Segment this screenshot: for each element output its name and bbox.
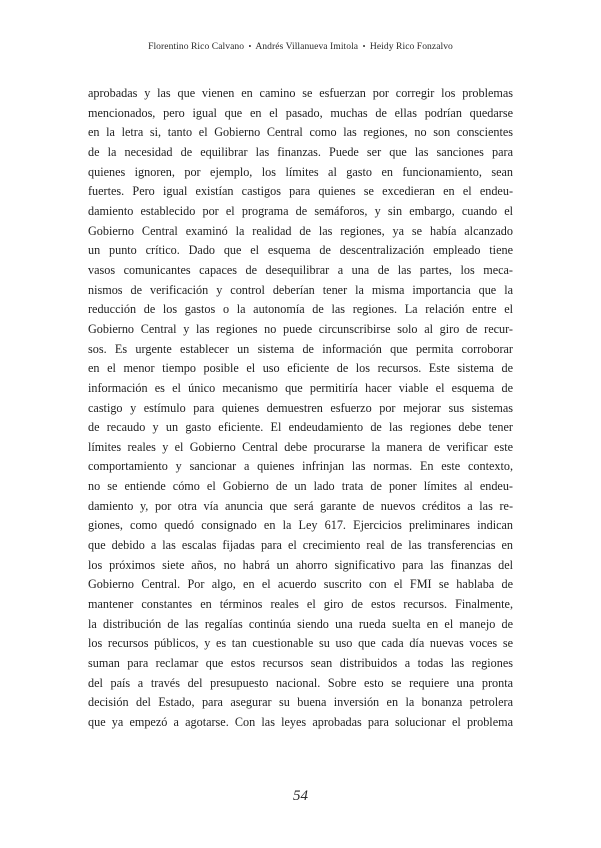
body-line: del país a través del presupuesto nacional. Sobre esto se requiere una pronta <box>88 675 513 690</box>
page-number: 54 <box>293 788 308 804</box>
body-line: quienes ignoren, por ejemplo, los límites al gasto en funcionamiento, sean <box>88 164 513 179</box>
body-line: de recaudo y un gasto eficiente. El endeudamiento de las regiones debe tener <box>88 420 513 435</box>
header-separator-2: • <box>362 42 366 51</box>
body-line: que ya empezó a agotarse. Con las leyes aprobadas para solucionar el problema <box>88 715 513 729</box>
header-author-3: Heidy Rico Fonzalvo <box>369 41 453 52</box>
body-line: damiento y, por otra vía anuncia que será garante de nuevos créditos a las re- <box>88 498 513 513</box>
body-line: los recursos públicos, y es tan cuestionable su uso que cada día nuevas voces se <box>88 636 513 651</box>
body-line: sos. Es urgente establecer un sistema de información que permita corroborar <box>88 341 513 356</box>
body-line: Gobierno Central. Por algo, en el acuerdo suscrito con el FMI se hablaba de <box>88 577 513 592</box>
body-line: Gobierno Central examinó la realidad de las regiones, ya se había alcanzado <box>88 223 513 238</box>
body-line: mantener constantes en términos reales el giro de estos recursos. Finalmente, <box>88 597 513 612</box>
body-line: en el menor tiempo posible el uso eficiente de los recursos. Este sistema de <box>88 361 513 376</box>
body-line: en la letra si, tanto el Gobierno Central como las regiones, no son conscientes <box>88 125 513 140</box>
body-line: no se entiende cómo el Gobierno de un lado trata de poner límites al endeu- <box>88 479 513 494</box>
body-line: damiento establecido por el programa de semáforos, y sin embargo, cuando el <box>88 203 513 218</box>
body-paragraph <box>88 84 513 733</box>
body-line: decisión del Estado, para asegurar su buena inversión en la bonanza petrolera <box>88 695 513 710</box>
body-line: Gobierno Central y las regiones no puede circunscribirse solo al giro de recur- <box>88 321 513 336</box>
body-line: castigo y estímulo para quienes demuestren esfuerzo por mejorar sus sistemas <box>88 400 513 415</box>
body-line: comportamiento y sancionar a quienes infrinjan las normas. En este contexto, <box>88 459 513 474</box>
body-line: suman para reclamar que estos recursos sean distribuidos a todas las regiones <box>88 656 513 671</box>
body-line: vasos comunicantes capaces de desequilibrar a una de las partes, los meca- <box>88 262 513 277</box>
body-line: giones, como quedó consignado en la Ley 617. Ejercicios preliminares indican <box>88 518 513 533</box>
body-line: nismos de verificación y control deberían tener la misma importancia que la <box>88 282 513 297</box>
header-separator-1: • <box>248 42 252 51</box>
body-line: los próximos siete años, no habrá un ahorro significativo para las finanzas del <box>88 557 513 572</box>
body-line: límites reales y el Gobierno Central debe procurarse la manera de verificar este <box>88 439 513 454</box>
body-line: de la necesidad de equilibrar las finanzas. Puede ser que las sanciones para <box>88 144 513 159</box>
body-line: aprobadas y las que vienen en camino se esfuerzan por corregir los problemas <box>88 86 513 100</box>
body-line: que debido a las escalas fijadas para el crecimiento real de las transferencias en <box>88 538 513 553</box>
body-line: fuertes. Pero igual existían castigos para quienes se excedieran en el endeu- <box>88 184 513 199</box>
body-line: un punto crítico. Dado que el esquema de descentralización empleado tiene <box>88 243 513 258</box>
body-line: reducción de los gastos o la autonomía de las regiones. La relación entre el <box>88 302 513 317</box>
body-line: mencionados, pero igual que en el pasado, muchas de ellas podrían quedarse <box>88 105 513 120</box>
header-author-2: Andrés Villanueva Imitola <box>255 41 359 52</box>
running-header <box>0 41 601 52</box>
body-line: la distribución de las regalías continúa siendo una rueda suelta en el manejo de <box>88 616 513 631</box>
body-line: información es el único mecanismo que permitiría hacer viable el esquema de <box>88 380 513 395</box>
header-author-1: Florentino Rico Calvano <box>148 41 245 52</box>
